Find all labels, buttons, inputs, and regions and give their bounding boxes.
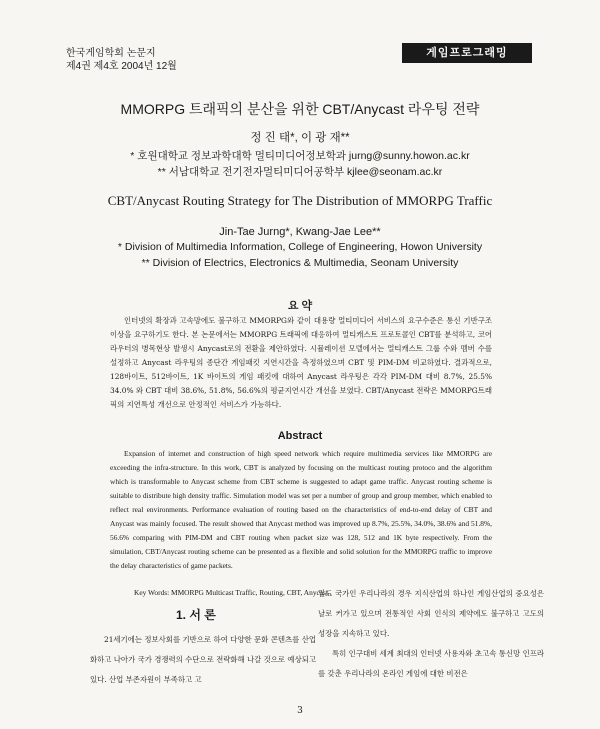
intro-paragraph-1: 21세기에는 정보사회를 기반으로 하여 다양한 문화 콘텐츠를 산업화하고 나아가 국가 경쟁력의 수단으로 전략화해 나갈 것으로 예상되고 있다. 산업 부존자원이 부족하고 고 xyxy=(90,635,316,684)
english-affiliation-1: * Division of Multimedia Information, College of Engineering, Howon University xyxy=(117,241,483,253)
intro-paragraph-continued: 밀도 국가인 우리나라의 경우 지식산업의 하나인 게임산업의 중요성은 날로 커가고 있으며 전통적인 사회 인식의 제약에도 불구하고 고도의 성장을 지속하고 있다. xyxy=(318,589,544,638)
page-number: 3 xyxy=(297,706,303,716)
english-title: CBT/Anycast Routing Strategy for The Distribution of MMORPG Traffic xyxy=(107,193,493,208)
category-badge: 게임프로그래밍 xyxy=(402,43,532,63)
keywords: Key Words: MMORPG Multicast Traffic, Routing, CBT, Anycast , xyxy=(134,588,332,597)
english-abstract-body: Expansion of internet and construction of high speed network which require multimedia services like MMORPG are exceeding the infra-structure. In this work, CBT is analyzed by focusing on the multicast routing protoco and the algorithm which is transformable to Anycast scheme from CBT scheme is suggested to adapt game traffic. Anycast routing scheme is suitable to distribute high density traffic. Simulation model was set per a number of group and group member, which enabled to reflect real environments. Performance evaluation of routing based on the characteristics of end-to-end delay of CBT and Anycast was mainly focused. The result showed that Anycast method was improved up 8.7%, 25.5%, 34.0%, 38.6% and 51.8%, 56.6% comparing with PIM-DM and CBT routing when packet size was 128, 512 and 1K byte respectively. From the simulation, CBT/Anycast routing scheme can be presented as a flexible and solid solution for the MMORPG traffic to improve the delay characteristics of game packets. xyxy=(110,449,492,570)
english-affiliation-2: ** Division of Electrics, Electronics & Multimedia, Seonam University xyxy=(141,257,459,269)
body-column-left xyxy=(90,630,316,690)
journal-name: 한국게임학회 논문지 xyxy=(66,48,156,59)
intro-paragraph-2: 특히 인구대비 세계 최대의 인터넷 사용자와 초고속 통신망 인프라를 갖춘 우리나라의 온라인 게임에 대한 비전은 xyxy=(318,649,544,678)
korean-title: MMORPG 트래픽의 분산을 위한 CBT/Anycast 라우팅 전략 xyxy=(120,101,480,117)
journal-info xyxy=(66,47,177,73)
korean-affiliation-1: * 호원대학교 정보과학대학 멀티미디어정보학과 jurng@sunny.howon.ac.kr xyxy=(130,150,470,162)
journal-issue: 제4권 제4호 2004년 12월 xyxy=(66,61,177,72)
korean-abstract-body: 인터넷의 확장과 고속망에도 불구하고 MMORPG와 같이 대용량 멀티미디어 서비스의 요구수준은 통신 기반구조 이상을 요구하기도 한다. 본 논문에서는 MMORPG 트래픽에 대응하여 멀티캐스트 프로토콜인 CBT를 분석하고, 코어라우터의 병목현상 발생시 Anycast로의 전환을 제안하였다. 시뮬레이션 모델에서는 멀티캐스트 그룹 수와 멤버 수를 설정하고 Anycast 라우팅의 종단간 게임패킷 지연시간을 측정하였으며 CBT 및 PIM-DM 비교하였다. 결과적으로, 128바이트, 512바이트, 1K 바이트의 게임 패킷에 대하여 Anycast 라우팅은 각각 PIM-DM 대비 8.7%, 25.5% 34.0% 와 CBT 대비 38.6%, 51.8%, 56.6%의 평균지연시간 개선을 보였다. CBT/Anycast 전략은 MMORPG트래픽의 지연특성 개선으로 안정적인 서비스가 가능하다. xyxy=(110,316,492,409)
english-authors: Jin-Tae Jurng*, Kwang-Jae Lee** xyxy=(219,226,381,238)
english-abstract-heading: Abstract xyxy=(277,430,323,442)
korean-authors: 정 진 태*, 이 광 재** xyxy=(250,132,350,144)
introduction-heading: 1. 서 론 xyxy=(176,608,216,622)
korean-abstract-heading: 요 약 xyxy=(287,300,313,312)
body-column-right xyxy=(318,584,544,684)
korean-affiliation-2: ** 서남대학교 전기전자멀티미디어공학부 kjlee@seonam.ac.kr xyxy=(157,166,443,178)
